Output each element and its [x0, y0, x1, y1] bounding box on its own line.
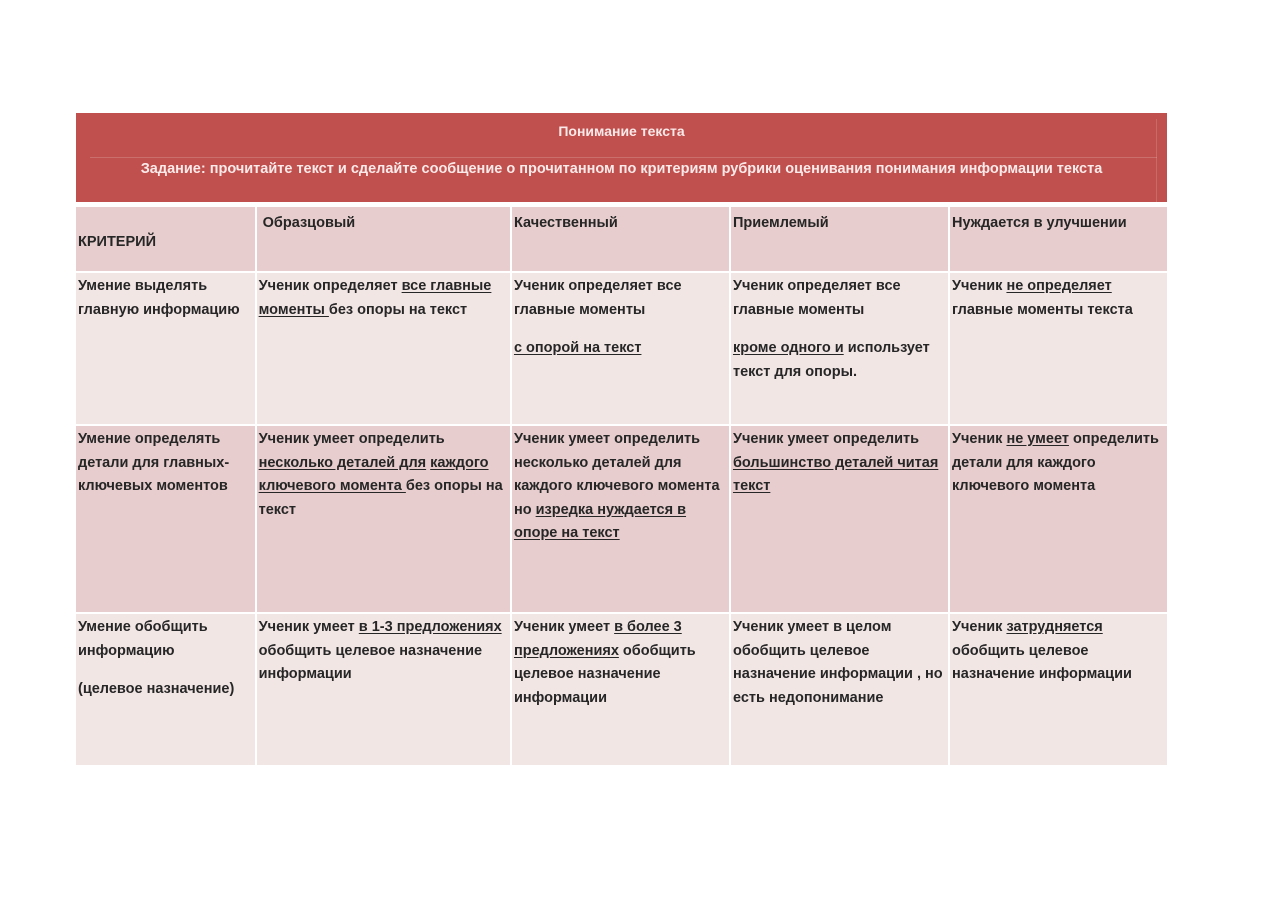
cell-text: определить детали для каждого ключевого момента [951, 431, 1159, 494]
header-needs-improvement [949, 206, 1167, 272]
criterion-cell [76, 425, 256, 613]
cell-text: использует текст для опоры. [732, 340, 930, 380]
cell-underlined-text: в 1-3 предложениях [358, 619, 502, 635]
criterion-text: Умение обобщить информацию [78, 619, 208, 659]
criterion-cell [76, 272, 256, 425]
cell-underlined-text: несколько деталей для [258, 454, 427, 471]
header-row [76, 206, 1167, 272]
cell-text: Ученик умеет в целом обобщить целевое назначение информации , но есть недопонимание [732, 619, 943, 706]
quality-cell [511, 613, 730, 765]
cell-underlined-text: не определяет [1006, 278, 1112, 294]
rubric-sheet [76, 113, 1167, 765]
header-quality-label: Качественный [513, 215, 618, 231]
acceptable-cell [730, 425, 949, 613]
cell-text: Ученик [951, 278, 1007, 294]
table-row [76, 272, 1167, 425]
cell-text: Ученик [951, 619, 1007, 635]
paragraph-gap [733, 322, 946, 337]
header-needs-improvement-label: Нуждается в улучшении [951, 215, 1127, 231]
cell-text: главные моменты текста [951, 301, 1133, 318]
table-row [76, 425, 1167, 613]
cell-text: обобщить целевое назначение информации [258, 642, 483, 682]
exemplary-cell [256, 425, 511, 613]
exemplary-cell [256, 272, 511, 425]
banner-divider [90, 157, 1157, 158]
cell-text: без опоры на текст [258, 478, 503, 518]
header-criterion-label: КРИТЕРИЙ [78, 234, 156, 250]
cell-text: Ученик умеет определить несколько деталей для каждого ключевого момента но [513, 431, 720, 518]
title-banner [76, 113, 1167, 202]
criterion-note: (целевое назначение) [78, 681, 235, 697]
header-acceptable-label: Приемлемый [732, 215, 829, 231]
acceptable-cell [730, 613, 949, 765]
needs-improvement-cell [949, 613, 1167, 765]
header-exemplary [256, 206, 511, 272]
cell-text: без опоры на текст [328, 301, 468, 318]
cell-text: Ученик определяет все главные моменты [513, 278, 682, 318]
cell-underlined-text: изредка нуждается в опоре на текст [513, 501, 687, 541]
header-exemplary-label: Образцовый [262, 215, 356, 231]
exemplary-cell [256, 613, 511, 765]
criterion-cell [76, 613, 256, 765]
cell-text: Ученик умеет определить [258, 431, 445, 447]
needs-improvement-cell [949, 272, 1167, 425]
cell-underlined-text: не умеет [1006, 431, 1069, 447]
header-acceptable [730, 206, 949, 272]
cell-text: Ученик [951, 431, 1007, 447]
cell-text: Ученик умеет [513, 619, 615, 635]
quality-cell [511, 425, 730, 613]
paragraph-gap [514, 322, 727, 337]
criterion-text: Умение определять детали для главных- ключевых моментов [78, 431, 230, 494]
cell-text: Ученик умеет [258, 619, 359, 635]
cell-text: Ученик определяет все главные моменты [732, 278, 901, 318]
header-criterion [76, 206, 256, 272]
cell-text: Ученик определяет [258, 278, 402, 294]
acceptable-cell [730, 272, 949, 425]
paragraph-gap [78, 663, 253, 678]
cell-text: обобщить целевое назначение информации [951, 642, 1132, 682]
cell-underlined-text: затрудняется [1006, 619, 1103, 635]
rubric-table [76, 205, 1167, 765]
cell-underlined-text: все главные моменты [258, 278, 492, 318]
cell-text: Ученик умеет определить [732, 431, 920, 447]
banner-task: Задание: прочитайте текст и сделайте сообщение о прочитанном по критериям рубрики оценивания понимания информации текста [140, 161, 1103, 177]
quality-cell [511, 272, 730, 425]
banner-title: Понимание текста [558, 123, 685, 139]
cell-underlined-text: каждого ключевого момента [258, 454, 489, 494]
needs-improvement-cell [949, 425, 1167, 613]
cell-text: обобщить целевое назначение информации [513, 642, 696, 706]
cell-underlined-text: с опорой на текст [513, 340, 642, 356]
table-row [76, 613, 1167, 765]
header-quality [511, 206, 730, 272]
criterion-text: Умение выделять главную информацию [78, 278, 240, 318]
cell-underlined-text: в более 3 предложениях [513, 619, 682, 659]
cell-underlined-text: кроме одного и [732, 340, 844, 356]
cell-underlined-text: большинство деталей читая текст [732, 454, 939, 494]
